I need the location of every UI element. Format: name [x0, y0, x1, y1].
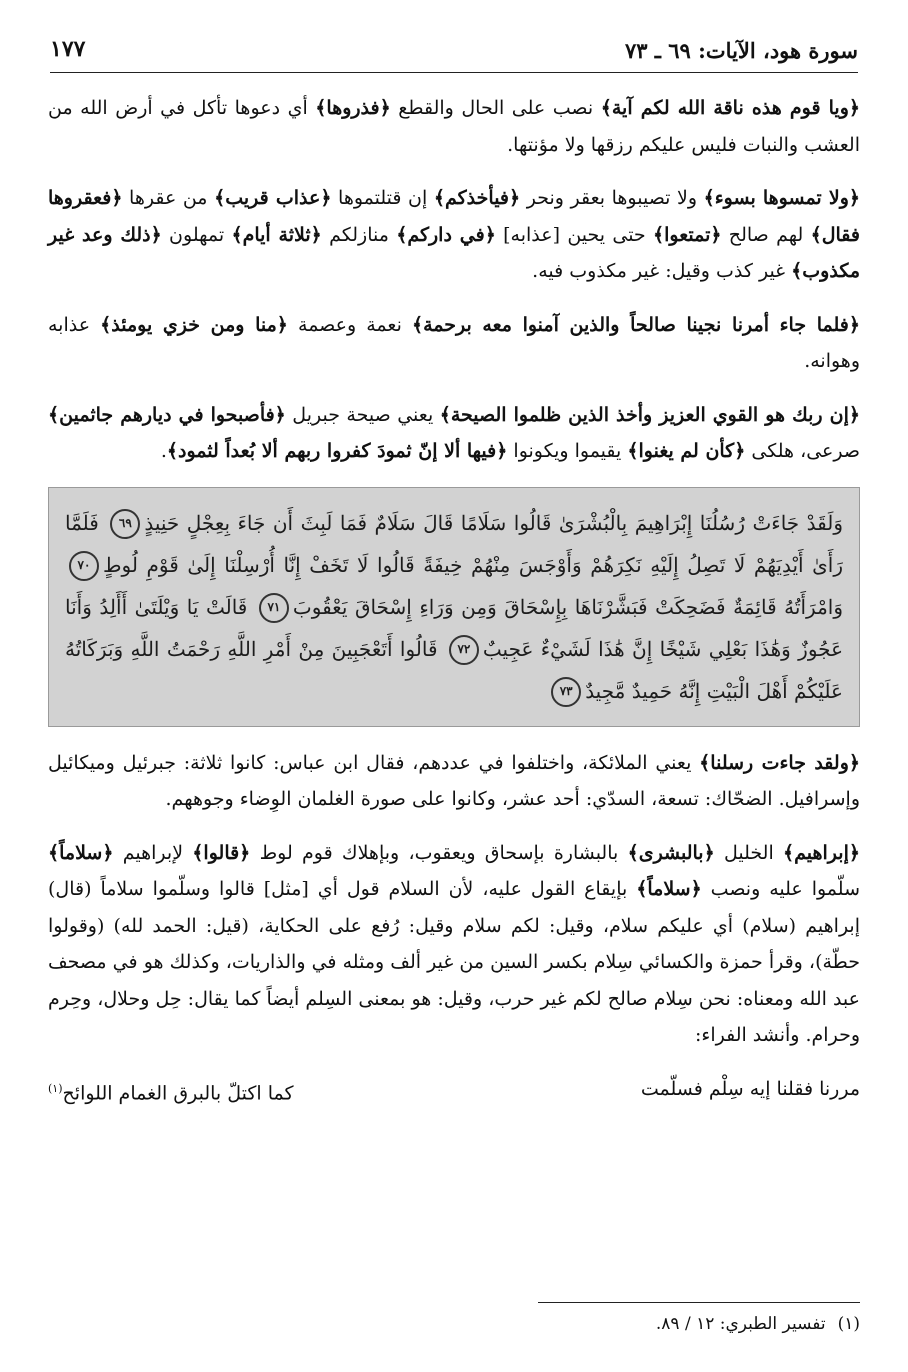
- verse-quote: ﴿فعقروها فقال﴾: [48, 187, 860, 246]
- verse-quote: ﴿فذروها﴾: [315, 97, 391, 119]
- verse-quote: ﴿عذاب قريب﴾: [214, 187, 332, 209]
- quran-verses-box: [48, 487, 860, 727]
- verse-quote: ﴿ويا قوم هذه ناقة الله لكم آية﴾: [600, 97, 861, 119]
- verse-quote: ﴿كأن لم يغنوا﴾: [627, 440, 746, 462]
- tafsir-text: بإيقاع القول عليه، لأن السلام قول أي [مثل] قالوا وسلّموا سلاماً (قال) إبراهيم (سلام) أي عليكم سلام، وقيل: لكم سلام وقيل: رُفع على الحكاية، (قيل: الحمد لله) (وقولوا حطّة)، وقرأ حمزة والكسائي سِلام بكسر السين من غير ألف ومثله في والذاريات، وكذلك هو في مصحف عبد الله ومعناه: نحن سِلام صالح لكم غير حرب، وقيل: هو بمعنى السِلم أيضاً كما يقال: حِل وحلال، وحِرم وحرام. وأنشد الفراء:: [48, 878, 861, 1046]
- verse-quote: ﴿منا ومن خزي يومئذ﴾: [100, 313, 288, 336]
- verse-quote: ﴿فيها ألا إنّ ثمودَ كفروا ربهم ألا بُعداً لثمود﴾: [166, 440, 508, 462]
- tafsir-text: إن قتلتموها: [331, 187, 434, 209]
- tafsir-text: منازلكم: [321, 223, 397, 246]
- commentary-paragraph-1: [48, 745, 860, 818]
- paragraph-3: [48, 307, 860, 380]
- footnote-divider: [538, 1302, 860, 1303]
- page-body: [48, 90, 860, 1111]
- page-title: سورة هود، الآيات: ٦٩ ـ ٧٣: [624, 38, 858, 63]
- tafsir-text: .: [160, 440, 167, 462]
- poem-hemistich-right: مررنا فقلنا إيه سِلْم فسلّمت: [640, 1077, 860, 1100]
- footnote-text: تفسير الطبري: ١٢ / ٨٩.: [655, 1314, 826, 1334]
- tafsir-text: لإبراهيم: [113, 841, 193, 864]
- tafsir-text: سلّموا عليه ونصب: [701, 878, 860, 900]
- paragraph-1: [48, 90, 860, 163]
- tafsir-text: لهم صالح: [721, 223, 811, 246]
- page-header: [50, 30, 858, 73]
- tafsir-text: بالبشارة بإسحاق ويعقوب، وبإهلاك قوم لوط: [250, 841, 628, 864]
- tafsir-text: نصب على الحال والقطع: [390, 97, 601, 119]
- page-number: ١٧٧: [50, 36, 86, 62]
- footnote-number: (١): [837, 1314, 860, 1334]
- verse-quote: ﴿بالبشرى﴾: [627, 841, 715, 864]
- verse-quote: ﴿ذلك وعد غير مكذوب﴾: [48, 223, 860, 282]
- footnote-marker: (١): [48, 1081, 63, 1095]
- tafsir-text: الخليل: [714, 841, 783, 864]
- verse-number-marker: ٧١: [259, 593, 289, 623]
- quran-verse-70: فَلَمَّا رَأَىٰ أَيْدِيَهُمْ لَا تَصِلُ إِلَيْهِ نَكِرَهُمْ وَأَوْجَسَ مِنْهُمْ خِيفَةً قَالُوا لَا تَخَفْ إِنَّا أُرْسِلْنَا إِلَىٰ قَوْمِ لُوطٍ: [65, 510, 843, 577]
- verse-quote: ﴿ولا تمسوها بسوء﴾: [703, 187, 861, 209]
- tafsir-text: أي دعوها تأكل في أرض الله من العشب والنبات فليس عليكم رزقها ولا مؤنتها.: [48, 97, 860, 156]
- quran-verse-73: قَالُوا أَتَعْجَبِينَ مِنْ أَمْرِ اللَّهِ رَحْمَتُ اللَّهِ وَبَرَكَاتُهُ عَلَيْكُمْ أَهْلَ الْبَيْتِ إِنَّهُ حَمِيدٌ مَّجِيدٌ: [65, 636, 843, 703]
- commentary-paragraph-2: [48, 835, 860, 1054]
- paragraph-2: [48, 180, 860, 290]
- verse-quote: ﴿ثلاثة أيام﴾: [231, 223, 322, 246]
- verse-number-marker: ٧٠: [69, 551, 99, 581]
- quran-verse-72: قَالَتْ يَا وَيْلَتَىٰ أَأَلِدُ وَأَنَا عَجُوزٌ وَهَٰذَا بَعْلِي شَيْخًا إِنَّ هَٰذَا لَشَيْءٌ عَجِيبٌ: [65, 594, 844, 661]
- tafsir-text: غير كذب وقيل: غير مكذوب فيه.: [532, 260, 792, 282]
- tafsir-text: يعني صيحة جبريل: [285, 403, 440, 426]
- verse-quote: ﴿تمتعوا﴾: [652, 223, 722, 246]
- tafsir-text: حتى يحين [عذابه]: [495, 223, 653, 246]
- footnote: [48, 1314, 860, 1334]
- quran-verse-69: وَلَقَدْ جَاءَتْ رُسُلُنَا إِبْرَاهِيمَ بِالْبُشْرَىٰ قَالُوا سَلَامًا قَالَ سَلَامٌ فَمَا لَبِثَ أَن جَاءَ بِعِجْلٍ حَنِيذٍ: [144, 510, 844, 535]
- tafsir-text: عذابه وهوانه.: [48, 313, 860, 372]
- tafsir-text: نعمة وعصمة: [287, 313, 412, 336]
- quran-verse-71: وَامْرَأَتُهُ قَائِمَةٌ فَضَحِكَتْ فَبَشَّرْنَاهَا بِإِسْحَاقَ وَمِن وَرَاءِ إِسْحَاقَ يَعْقُوبَ: [292, 594, 843, 619]
- verse-quote: ﴿فيأخذكم﴾: [433, 187, 521, 209]
- poem-hemistich-left: كما اكتلّ بالبرق الغمام اللوائح$^{(١)}$: [48, 1081, 294, 1104]
- verse-quote: ﴿في داركم﴾: [396, 223, 496, 246]
- verse-quote: ﴿فأصبحوا في ديارهم جاثمين﴾: [48, 403, 286, 426]
- verse-number-marker: ٧٢: [449, 635, 479, 665]
- verse-number-marker: ٧٣: [551, 677, 581, 707]
- poem-verse: [48, 1071, 860, 1112]
- verse-quote: ﴿سلاماً﴾: [636, 878, 702, 900]
- verse-quote: ﴿قالوا﴾: [192, 841, 251, 864]
- tafsir-text: يقيموا ويكونوا: [507, 440, 628, 462]
- tafsir-text: صرعى، هلكى: [745, 440, 860, 462]
- tafsir-text: تمهلون: [161, 223, 232, 246]
- tafsir-text: يعني الملائكة، واختلفوا في عددهم، فقال ابن عباس: كانوا ثلاثة: جبرئيل وميكائيل وإسرافيل. الضحّاك: تسعة، السدّي: أحد عشر، وكانوا على صورة الغلمان الوِضاء وجوههم.: [48, 751, 860, 810]
- tafsir-text: ولا تصيبوها بعقر ونحر: [520, 187, 704, 209]
- verse-quote: ﴿فلما جاء أمرنا نجينا صالحاً والذين آمنوا معه برحمة﴾: [411, 313, 861, 336]
- tafsir-text: من عقرها: [122, 187, 215, 209]
- paragraph-4: [48, 397, 860, 470]
- verse-number-marker: ٦٩: [110, 509, 140, 539]
- verse-quote: ﴿إن ربك هو القوي العزيز وأخذ الذين ظلموا الصيحة﴾: [439, 403, 860, 426]
- verse-quote: ﴿إبراهيم﴾: [783, 841, 860, 864]
- verse-quote: ﴿ولقد جاءت رسلنا﴾: [699, 751, 860, 774]
- verse-quote: ﴿سلاماً﴾: [48, 841, 114, 864]
